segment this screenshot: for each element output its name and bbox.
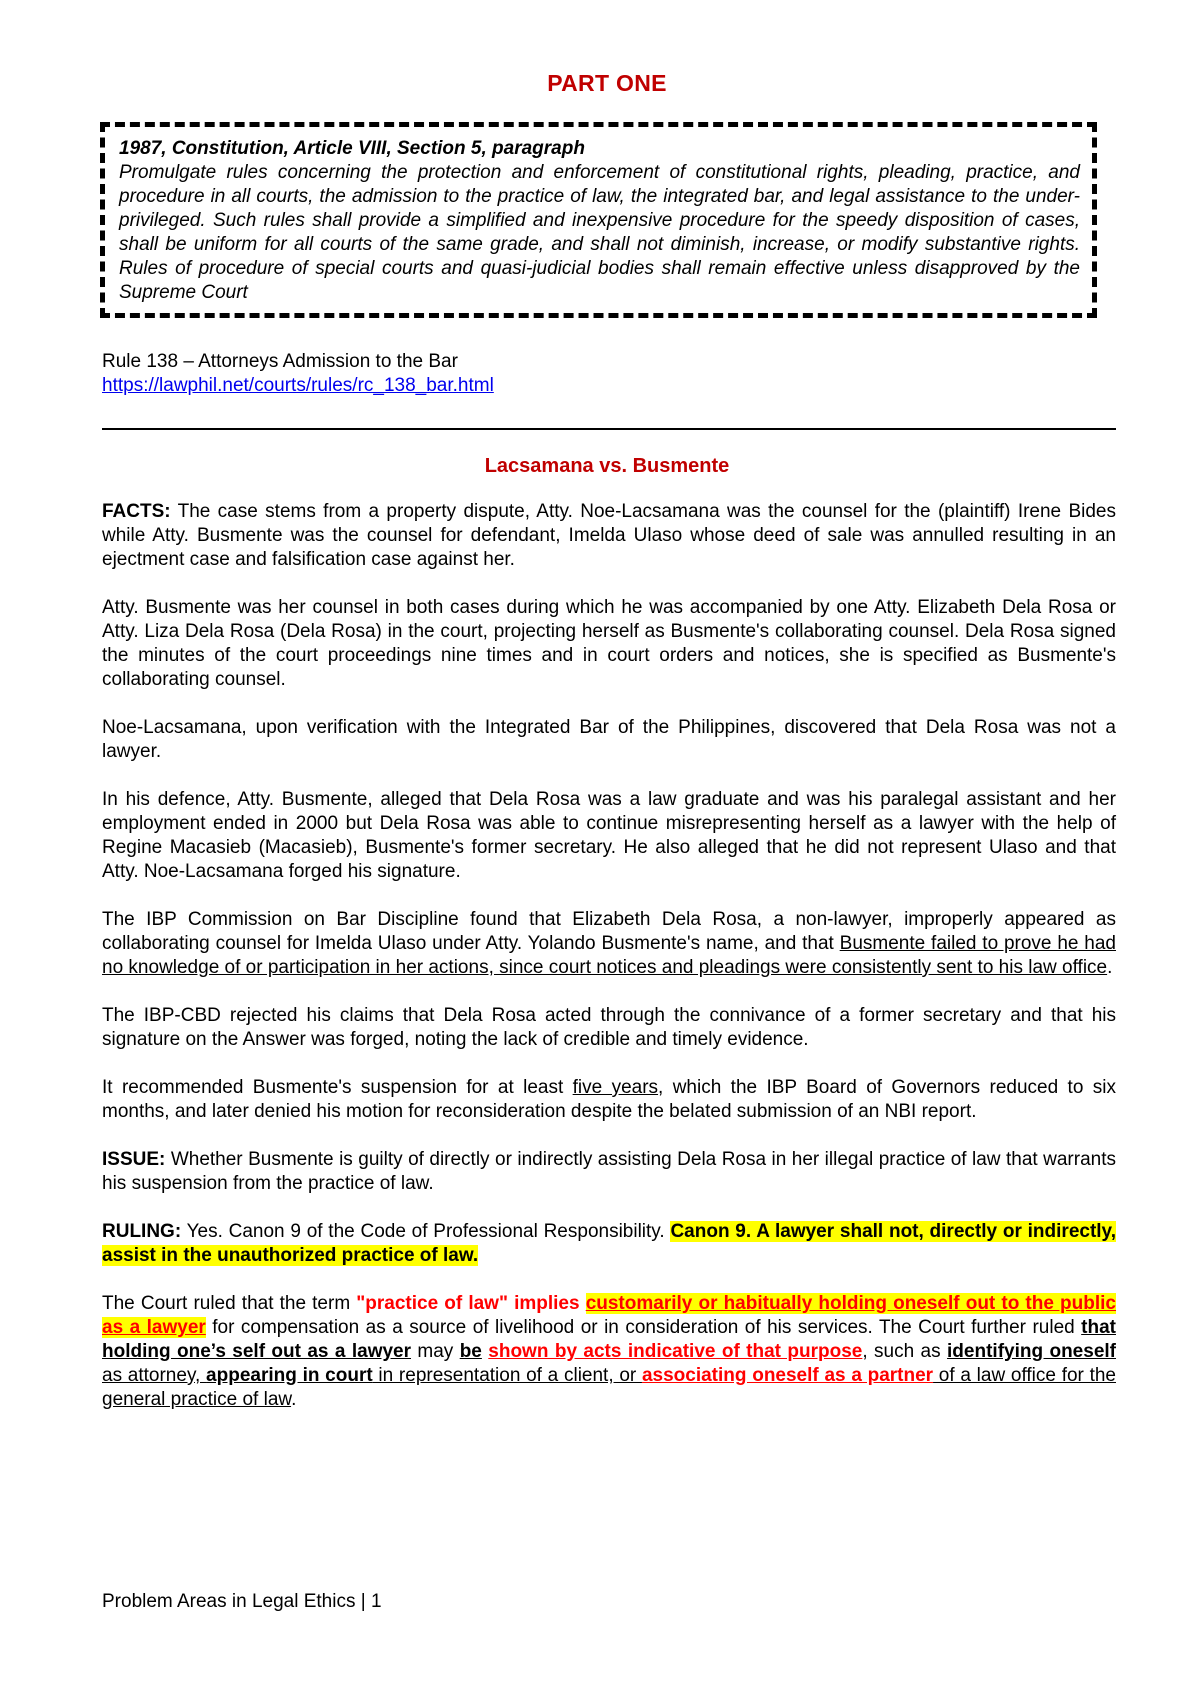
part-title: PART ONE <box>547 70 667 96</box>
court-term: "practice of law" implies <box>356 1293 580 1314</box>
court-be: be <box>459 1341 482 1362</box>
facts-paragraph-4: In his defence, Atty. Busmente, alleged that Dela Rosa was a law graduate and was his paralegal assistant and her employment ended in 2000 but Dela Rosa was able to continue misrepresenting herself as a lawyer with the help of Regine Macasieb (Macasieb), Busmente's former secretary. He also alleged that he did not represent Ulaso and that Atty. Noe-Lacsamana forged his signature. <box>102 789 1116 882</box>
court-text-1: The Court ruled that the term <box>102 1293 357 1314</box>
rule-block <box>102 350 494 398</box>
canon-highlight: Canon 9. A lawyer shall not, directly or indirectly, assist in the unauthorized practice of law. <box>102 1221 1116 1266</box>
facts-p5-text: The IBP Commission on Bar Discipline found that Elizabeth Dela Rosa, a non-lawyer, improperly appeared as collaborating counsel for Imelda Ulaso under Atty. Yolando Busmente's name, and that <box>102 909 1116 954</box>
court-text-6: in representation of a client, or <box>372 1365 642 1386</box>
ruling-text: Yes. Canon 9 of the Code of Professional Responsibility. <box>181 1221 671 1242</box>
court-definition-highlight: customarily or habitually holding oneself out to the public as a lawyer <box>102 1293 1116 1338</box>
facts-label: FACTS: <box>102 501 171 522</box>
constitution-box <box>100 122 1097 318</box>
case-title: Lacsamana vs. Busmente <box>484 455 730 477</box>
constitution-heading: 1987, Constitution, Article VIII, Section 5, paragraph <box>119 138 585 159</box>
constitution-text: Promulgate rules concerning the protection and enforcement of constitutional rights, pleading, practice, and procedure in all courts, the admission to the practice of law, the integrated bar, and legal assistance to the under-privileged. Such rules shall provide a simplified and inexpensive procedure for the speedy disposition of cases, shall be uniform for all courts of the same grade, and shall not diminish, increase, or modify substantive rights. Rules of procedure of special courts and quasi-judicial bodies shall remain effective unless disapproved by the Supreme Court <box>119 162 1080 303</box>
rule-title: Rule 138 – Attorneys Admission to the Bar <box>102 351 458 372</box>
ruling-label: RULING: <box>102 1221 182 1242</box>
case-body <box>102 500 1116 1436</box>
issue-paragraph <box>102 1148 1116 1196</box>
court-text-4: , such as <box>862 1341 948 1362</box>
facts-paragraph-2: Atty. Busmente was her counsel in both cases during which he was accompanied by one Atty. Elizabeth Dela Rosa or Atty. Liza Dela Rosa (Dela Rosa) in the court, projecting herself as Busmente's collaborating counsel. Dela Rosa signed the minutes of the court proceedings nine times and in court orders and notices, she is specified as Busmente's collaborating counsel. <box>102 597 1116 690</box>
court-identifying: identifying oneself <box>947 1341 1116 1362</box>
court-end: . <box>291 1389 297 1410</box>
facts-paragraph-5 <box>102 908 1116 980</box>
issue-label: ISSUE: <box>102 1149 166 1170</box>
page-footer: Problem Areas in Legal Ethics | 1 <box>102 1591 382 1612</box>
court-text-5: as attorney, <box>102 1365 207 1386</box>
court-paragraph <box>102 1292 1116 1412</box>
facts-paragraph-3: Noe-Lacsamana, upon verification with the Integrated Bar of the Philippines, discovered that Dela Rosa was not a lawyer. <box>102 717 1116 762</box>
ruling-paragraph <box>102 1220 1116 1268</box>
rule-link[interactable]: https://lawphil.net/courts/rules/rc_138_bar.html <box>102 375 494 396</box>
court-text-2: for compensation as a source of livelihood or in consideration of his services. The Court further ruled <box>205 1317 1082 1338</box>
facts-paragraph-7 <box>102 1076 1116 1124</box>
court-space-1 <box>580 1293 586 1314</box>
court-associating: associating oneself as a partner <box>641 1365 934 1386</box>
facts-p7-text: It recommended Busmente's suspension for at least <box>102 1077 573 1098</box>
court-text-7: of a law office for the general practice of law <box>102 1365 1116 1410</box>
facts-paragraph-6: The IBP-CBD rejected his claims that Dela Rosa acted through the connivance of a former secretary and that his signature on the Answer was forged, noting the lack of credible and timely evidence. <box>102 1005 1116 1050</box>
facts-paragraph <box>102 500 1116 572</box>
section-divider <box>102 428 1116 430</box>
court-appearing: appearing in court <box>206 1365 373 1386</box>
facts-p5-underlined: Busmente failed to prove he had no knowledge of or participation in her actions, since court notices and pleadings were consistently sent to his law office <box>102 933 1116 978</box>
facts-p7-underlined: five years <box>572 1077 659 1098</box>
court-text-3: may <box>411 1341 460 1362</box>
court-acts-indicative: shown by acts indicative of that purpose <box>488 1341 863 1362</box>
court-holding-out: that holding one’s self out as a lawyer <box>102 1317 1116 1362</box>
facts-p5-end: . <box>1107 957 1113 978</box>
issue-text: Whether Busmente is guilty of directly or indirectly assisting Dela Rosa in her illegal practice of law that warrants his suspension from the practice of law. <box>102 1149 1116 1194</box>
facts-p7-end: , which the IBP Board of Governors reduced to six months, and later denied his motion for reconsideration despite the belated submission of an NBI report. <box>102 1077 1116 1122</box>
facts-text: The case stems from a property dispute, Atty. Noe-Lacsamana was the counsel for the (plaintiff) Irene Bides while Atty. Busmente was the counsel for defendant, Imelda Ulaso whose deed of sale was annulled resulting in an ejectment case and falsification case against her. <box>102 501 1116 570</box>
